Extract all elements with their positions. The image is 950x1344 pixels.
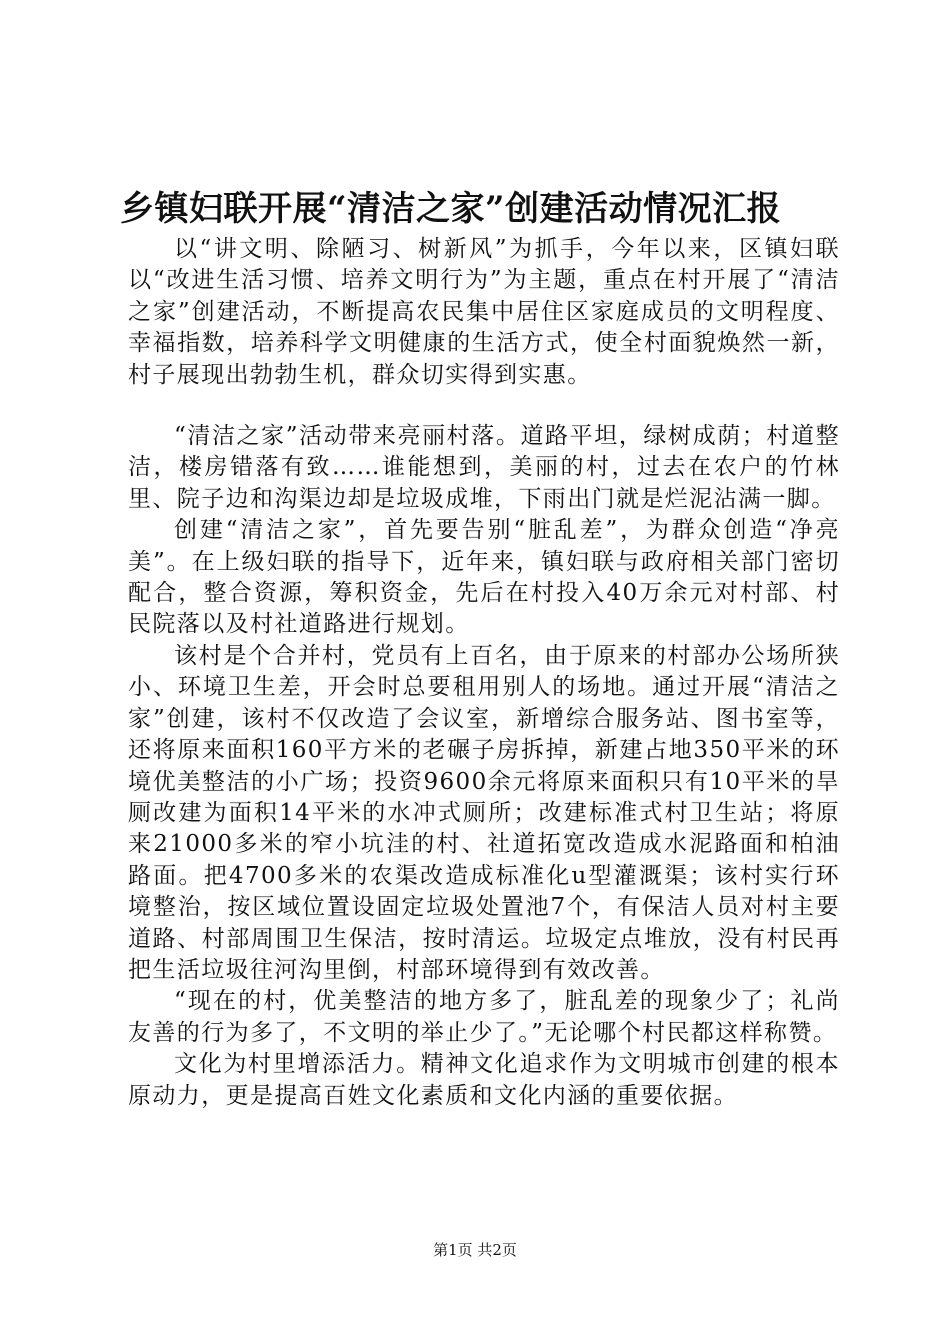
paragraph-culture: 文化为村里增添活力。精神文化追求作为文明城市创建的根本原动力，更是提高百姓文化素质和文化内涵的重要依据。 (128, 1051, 840, 1109)
page-number-footer: 第1页 共2页 (433, 1241, 517, 1259)
paragraph-renovation: 该村是个合并村，党员有上百名，由于原来的村部办公场所狭小、环境卫生差，开会时总要租用别人的场地。通过开展“清洁之家”创建，该村不仅改造了会议室，新增综合服务站、图书室等，还将原来面积160平方米的老碾子房拆掉，新建占地350平米的环境优美整洁的小广场；投资9600余元将原来面积只有10平米的旱厕改建为面积14平米的水冲式厕所；改建标准式村卫生站；将原来21000多米的窄小坑洼的村、社道拓宽改造成水泥路面和柏油路面。把4700多米的农渠改造成标准化u型灌溉渠；该村实行环境整治，按区域位置设固定垃圾处置池7个，有保洁人员对村主要道路、村部周围卫生保洁，按时清运。垃圾定点堆放，没有村民再把生活垃圾往河沟里倒，村部环境得到有效改善。 (128, 642, 840, 983)
paragraph-village-scene: “清洁之家”活动带来亮丽村落。道路平坦，绿树成荫；村道整洁，楼房错落有致……谁能想到，美丽的村，过去在农户的竹林里、院子边和沟渠边却是垃圾成堆，下雨出门就是烂泥沾满一脚。 (128, 423, 840, 512)
paragraph-intro: 以“讲文明、除陋习、树新风”为抓手，今年以来，区镇妇联以“改进生活习惯、培养文明行为”为主题，重点在村开展了“清洁之家”创建活动，不断提高农民集中居住区家庭成员的文明程度、幸福指数，培养科学文明健康的生活方式，使全村面貌焕然一新，村子展现出勃勃生机，群众切实得到实惠。 (128, 236, 840, 388)
paragraph-investment: 创建“清洁之家”，首先要告别“脏乱差”，为群众创造“净亮美”。在上级妇联的指导下，近年来，镇妇联与政府相关部门密切配合，整合资源，筹积资金，先后在村投入40万余元对村部、村民院落以及村社道路进行规划。 (128, 517, 840, 638)
document-body (128, 234, 840, 1112)
document-title: 乡镇妇联开展“清洁之家”创建活动情况汇报 (120, 189, 782, 229)
paragraph-villager-quote: “现在的村，优美整洁的地方多了，脏乱差的现象少了；礼尚友善的行为多了，不文明的举止少了。”无论哪个村民都这样称赞。 (128, 988, 840, 1046)
